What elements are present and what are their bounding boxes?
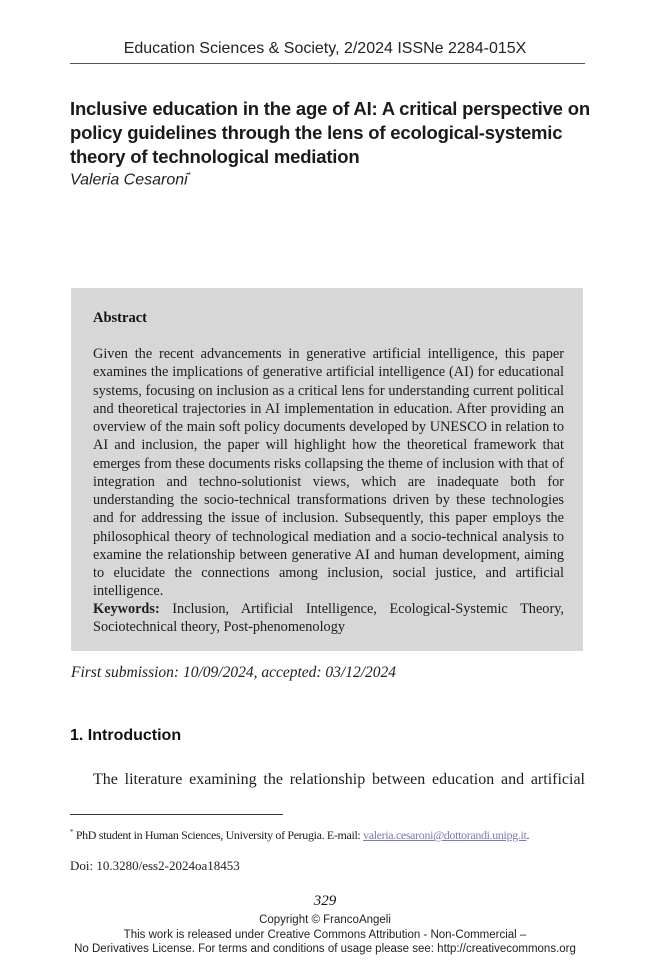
footnote xyxy=(70,828,529,843)
footnote-mark: * xyxy=(70,828,74,836)
keywords xyxy=(93,600,564,637)
keywords-label: Keywords: xyxy=(93,601,160,617)
copyright-notice xyxy=(0,913,650,957)
journal-header: Education Sciences & Society, 2/2024 ISSNe 2284-015X xyxy=(123,40,527,57)
keywords-list: Inclusion, Artificial Intelligence, Ecological-Systemic Theory, Sociotechnical theory, Post-phenomenology xyxy=(93,601,564,636)
abstract-text: Given the recent advancements in generative artificial intelligence, this paper examines the implications of generative artificial intelligence (AI) for educational systems, focusing on inclusion as a critical lens for understanding current political and theoretical trajectories in AI implementation in education. After providing an overview of the main soft policy documents developed by UNESCO in relation to AI and inclusion, the paper will highlight how the theoretical framework that emerges from these documents risks collapsing the theme of inclusion with that of integration and techno-solutionist views, which are inadequate both for understanding the socio-technical transformations driven by these technologies and for addressing the issue of inclusion. Subsequently, this paper employs the philosophical theory of technological mediation and a socio-technical analysis to examine the relationship between generative AI and human development, aiming to elucidate the connections among inclusion, social justice, and artificial intelligence. xyxy=(93,346,564,600)
copyright-line-2: This work is released under Creative Commons Attribution - Non-Commercial – xyxy=(123,928,527,941)
paper-title: Inclusive education in the age of AI: A critical perspective on policy guidelines through the lens of ecological-systemic theory of technological mediation xyxy=(70,98,590,167)
header-rule xyxy=(70,63,585,64)
author-footnote-mark[interactable]: * xyxy=(187,171,191,180)
page-number: 329 xyxy=(313,893,337,909)
copyright-line-1: Copyright © FrancoAngeli xyxy=(259,914,391,926)
submission-dates: First submission: 10/09/2024, accepted: 03/12/2024 xyxy=(71,664,397,681)
footnote-rule xyxy=(70,814,283,815)
section-heading: 1. Introduction xyxy=(70,727,182,744)
copyright-line-3: No Derivatives License. For terms and conditions of usage please see: http://creativecommons.org xyxy=(74,943,576,955)
author-name xyxy=(70,171,191,189)
footnote-end: . xyxy=(526,828,530,842)
author-name-text: Valeria Cesaroni xyxy=(70,171,188,189)
abstract-heading: Abstract xyxy=(93,310,147,326)
doi: Doi: 10.3280/ess2-2024oa18453 xyxy=(70,858,240,873)
author-email-link[interactable]: valeria.cesaroni@dottorandi.unipg.it xyxy=(363,828,527,842)
footnote-text: PhD student in Human Sciences, University of Perugia. E-mail: xyxy=(75,828,364,842)
introduction-text: The literature examining the relationship between education and artificial xyxy=(93,771,585,788)
